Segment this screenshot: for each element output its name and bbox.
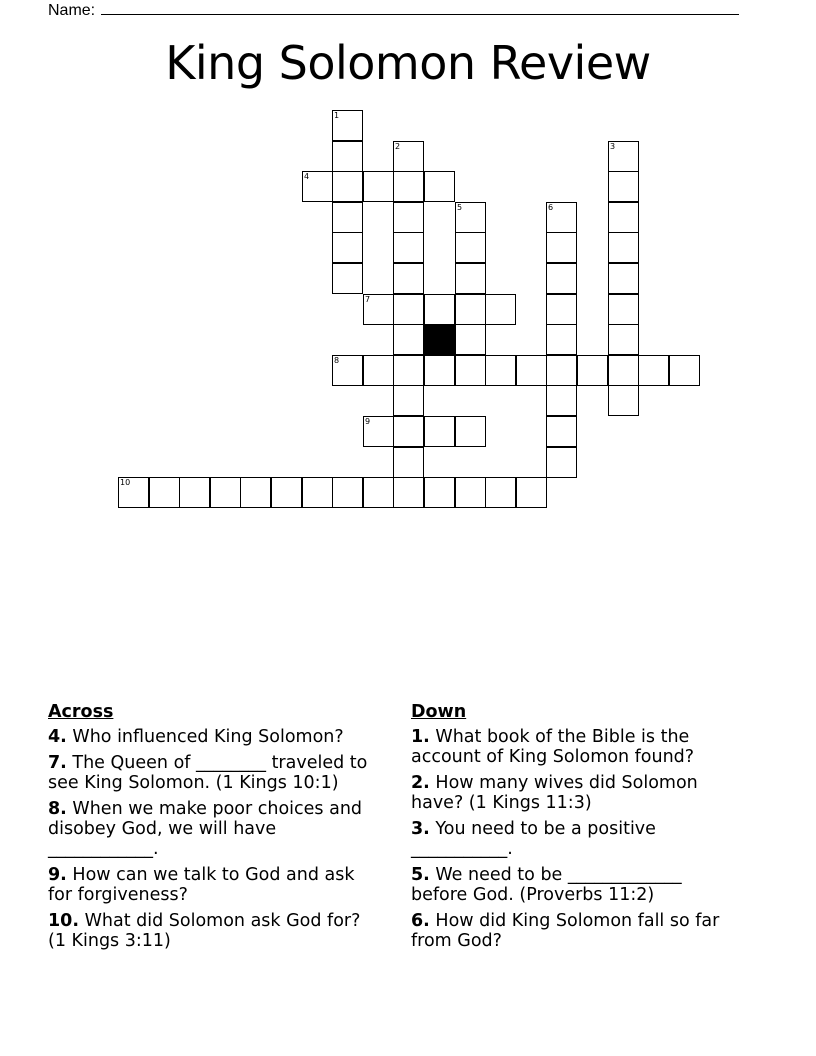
grid-cell[interactable] <box>363 294 394 325</box>
grid-cell[interactable] <box>546 416 577 447</box>
grid-cell[interactable] <box>608 232 639 263</box>
name-label: Name: <box>48 2 96 19</box>
clue-down-1 <box>411 727 743 767</box>
grid-cell[interactable] <box>455 416 486 447</box>
grid-cell[interactable] <box>393 324 424 355</box>
across-heading: Across <box>48 702 114 722</box>
clue-text: How did King Solomon fall so far from God? <box>411 911 720 951</box>
cell-number: 10 <box>120 478 131 487</box>
clue-text: Who influenced King Solomon? <box>72 727 344 747</box>
grid-cell[interactable] <box>393 141 424 172</box>
clue-across-8 <box>48 799 380 859</box>
cell-number: 3 <box>610 142 616 151</box>
clue-down-2 <box>411 773 743 813</box>
grid-cell[interactable] <box>638 355 669 386</box>
grid-cell[interactable] <box>332 171 363 202</box>
grid-cell[interactable] <box>455 294 486 325</box>
cell-number: 5 <box>457 203 463 212</box>
clue-text: How can we talk to God and ask for forgiveness? <box>48 865 355 905</box>
grid-cell[interactable] <box>210 477 241 508</box>
grid-cell[interactable] <box>546 355 577 386</box>
grid-cell[interactable] <box>332 232 363 263</box>
grid-cell[interactable] <box>393 263 424 294</box>
grid-cell[interactable] <box>424 294 455 325</box>
grid-cell[interactable] <box>608 355 639 386</box>
clue-across-4 <box>48 727 380 747</box>
grid-cell[interactable] <box>608 385 639 416</box>
down-heading: Down <box>411 702 467 722</box>
grid-cell[interactable] <box>302 477 333 508</box>
grid-cell[interactable] <box>546 263 577 294</box>
grid-cell[interactable] <box>118 477 149 508</box>
grid-cell[interactable] <box>393 416 424 447</box>
clue-across-7 <box>48 753 380 793</box>
grid-cell[interactable] <box>608 324 639 355</box>
grid-cell[interactable] <box>608 294 639 325</box>
clue-across-10 <box>48 911 380 951</box>
grid-cell[interactable] <box>363 171 394 202</box>
grid-cell[interactable] <box>393 171 424 202</box>
grid-cell[interactable] <box>332 141 363 172</box>
grid-cell[interactable] <box>240 477 271 508</box>
grid-cell[interactable] <box>332 202 363 233</box>
grid-cell[interactable] <box>393 202 424 233</box>
clue-down-5 <box>411 865 743 905</box>
grid-cell[interactable] <box>608 141 639 172</box>
grid-cell[interactable] <box>546 232 577 263</box>
grid-cell[interactable] <box>363 355 394 386</box>
grid-cell[interactable] <box>393 477 424 508</box>
grid-cell[interactable] <box>577 355 608 386</box>
grid-cell[interactable] <box>393 294 424 325</box>
clue-number: 10. <box>48 911 80 931</box>
grid-cell[interactable] <box>608 202 639 233</box>
grid-cell[interactable] <box>424 416 455 447</box>
clue-text: You need to be a positive ___________. <box>411 819 656 859</box>
grid-cell[interactable] <box>424 171 455 202</box>
grid-cell[interactable] <box>424 355 455 386</box>
grid-cell[interactable] <box>393 447 424 478</box>
grid-cell[interactable] <box>363 416 394 447</box>
cell-number: 2 <box>395 142 401 151</box>
clue-number: 4. <box>48 727 67 747</box>
grid-cell[interactable] <box>608 263 639 294</box>
grid-cell[interactable] <box>179 477 210 508</box>
grid-cell[interactable] <box>332 263 363 294</box>
grid-cell[interactable] <box>332 477 363 508</box>
grid-cell[interactable] <box>332 355 363 386</box>
grid-cell[interactable] <box>546 294 577 325</box>
grid-cell[interactable] <box>455 263 486 294</box>
cell-number: 4 <box>304 172 310 181</box>
clue-text: What did Solomon ask God for? (1 Kings 3:11) <box>48 911 361 951</box>
cell-number: 6 <box>548 203 554 212</box>
clue-across-9 <box>48 865 380 905</box>
clue-number: 9. <box>48 865 67 885</box>
grid-cell[interactable] <box>455 202 486 233</box>
across-clues <box>48 702 380 957</box>
clue-down-3 <box>411 819 743 859</box>
clue-number: 5. <box>411 865 430 885</box>
clue-text: When we make poor choices and disobey God, we will have ____________. <box>48 799 363 859</box>
grid-cell[interactable] <box>485 355 516 386</box>
grid-cell[interactable] <box>393 232 424 263</box>
grid-cell[interactable] <box>149 477 180 508</box>
grid-cell[interactable] <box>516 355 547 386</box>
clue-number: 2. <box>411 773 430 793</box>
grid-cell[interactable] <box>485 477 516 508</box>
clue-down-6 <box>411 911 743 951</box>
cell-number: 9 <box>365 417 371 426</box>
grid-cell[interactable] <box>455 355 486 386</box>
clue-number: 1. <box>411 727 430 747</box>
grid-cell[interactable] <box>393 385 424 416</box>
grid-cell[interactable] <box>485 294 516 325</box>
clue-text: We need to be _____________ before God. (Proverbs 11:2) <box>411 865 682 905</box>
cell-number: 1 <box>334 111 340 120</box>
grid-cell[interactable] <box>608 171 639 202</box>
cell-number: 7 <box>365 295 371 304</box>
grid-cell[interactable] <box>393 355 424 386</box>
grid-cell[interactable] <box>546 324 577 355</box>
grid-cell[interactable] <box>669 355 700 386</box>
clue-text: What book of the Bible is the account of King Solomon found? <box>411 727 695 767</box>
grid-cell[interactable] <box>516 477 547 508</box>
clue-number: 7. <box>48 753 67 773</box>
grid-cell[interactable] <box>546 385 577 416</box>
grid-cell[interactable] <box>302 171 333 202</box>
grid-cell[interactable] <box>455 232 486 263</box>
grid-cell[interactable] <box>363 477 394 508</box>
cell-number: 8 <box>334 356 340 365</box>
grid-cell[interactable] <box>546 447 577 478</box>
grid-cell[interactable] <box>546 202 577 233</box>
down-clues <box>411 702 743 957</box>
grid-cell[interactable] <box>455 324 486 355</box>
clue-number: 6. <box>411 911 430 931</box>
grid-cell[interactable] <box>455 477 486 508</box>
clue-number: 3. <box>411 819 430 839</box>
clue-number: 8. <box>48 799 67 819</box>
black-cell <box>424 324 455 355</box>
clue-text: The Queen of ________ traveled to see King Solomon. (1 Kings 10:1) <box>48 753 368 793</box>
grid-cell[interactable] <box>424 477 455 508</box>
grid-cell[interactable] <box>332 110 363 141</box>
page-title: King Solomon Review <box>165 36 651 90</box>
clue-text: How many wives did Solomon have? (1 Kings 11:3) <box>411 773 698 813</box>
grid-cell[interactable] <box>271 477 302 508</box>
